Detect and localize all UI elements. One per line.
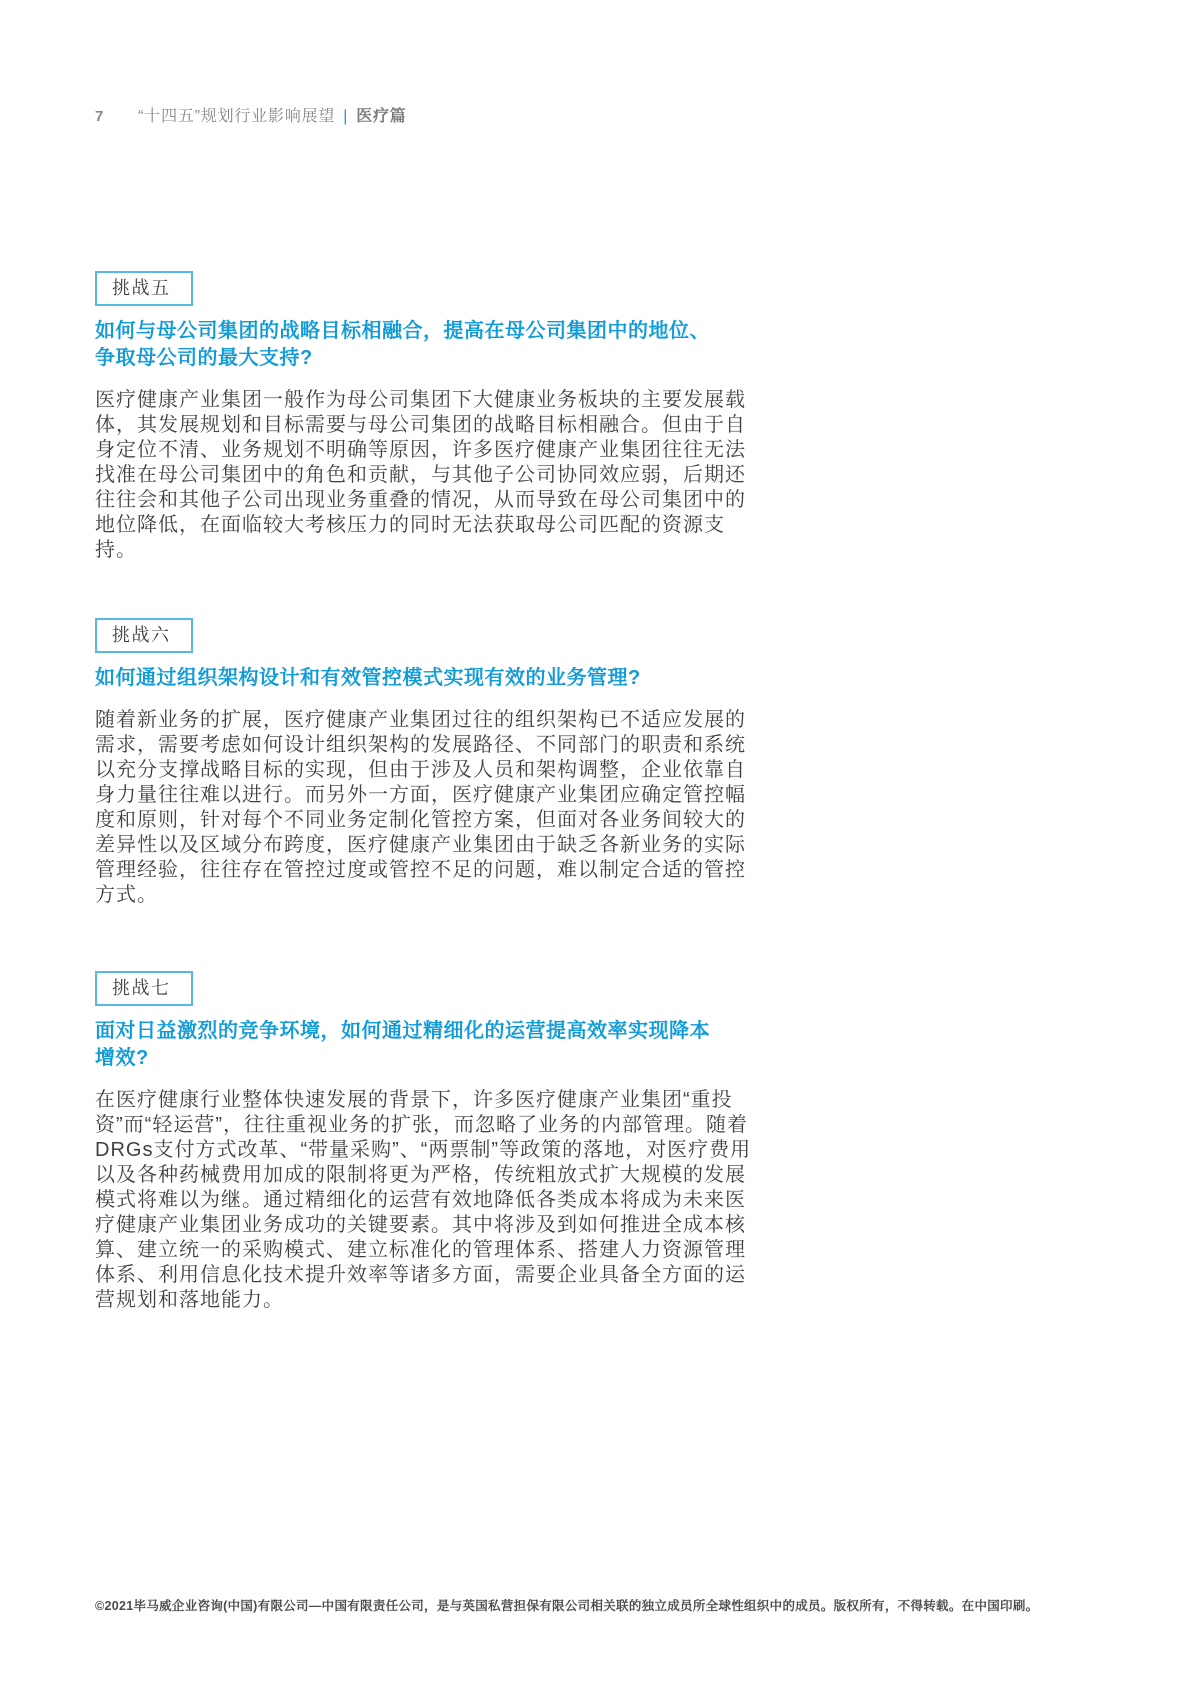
challenge-section-7 [95, 971, 757, 1313]
title-separator: | [343, 108, 349, 125]
challenge-tag-label: 挑战七 [95, 971, 193, 1006]
challenge-tag-label: 挑战六 [95, 618, 193, 653]
challenge-tag-label: 挑战五 [95, 271, 193, 306]
page-header [95, 103, 407, 126]
challenge-section-6 [95, 618, 757, 908]
challenge-body-text: 随着新业务的扩展，医疗健康产业集团过往的组织架构已不适应发展的需求，需要考虑如何设计组织架构的发展路径、不同部门的职责和系统以充分支撑战略目标的实现，但由于涉及人员和架构调整，企业依靠自身力量往往难以进行。而另外一方面，医疗健康产业集团应确定管控幅度和原则，针对每个不同业务定制化管控方案，但面对各业务间较大的差异性以及区域分布跨度，医疗健康产业集团由于缺乏各新业务的实际管理经验，往往存在管控过度或管控不足的问题，难以制定合适的管控方式。 [95, 709, 746, 906]
challenge-heading: 面对日益激烈的竞争环境，如何通过精细化的运营提高效率实现降本增效? [95, 1020, 710, 1069]
document-title: “十四五”规划行业影响展望 [138, 108, 336, 125]
page-number: 7 [95, 108, 105, 125]
challenge-body-text: 在医疗健康行业整体快速发展的背景下，许多医疗健康产业集团“重投资”而“轻运营”，往往重视业务的扩张，而忽略了业务的内部管理。随着DRGs支付方式改革、“带量采购”、“两票制”等政策的落地，对医疗费用以及各种药械费用加成的限制将更为严格，传统粗放式扩大规模的发展模式将难以为继。通过精细化的运营有效地降低各类成本将成为未来医疗健康产业集团业务成功的关键要素。其中将涉及到如何推进全成本核算、建立统一的采购模式、建立标准化的管理体系、搭建人力资源管理体系、利用信息化技术提升效率等诸多方面，需要企业具备全方面的运营规划和落地能力。 [95, 1089, 752, 1311]
challenge-heading: 如何与母公司集团的战略目标相融合，提高在母公司集团中的地位、争取母公司的最大支持? [95, 320, 710, 369]
document-title-section: 医疗篇 [356, 108, 407, 125]
challenge-section-5 [95, 271, 757, 563]
copyright-footer: ©2021毕马威企业咨询(中国)有限公司—中国有限责任公司，是与英国私营担保有限公司相关联的独立成员所全球性组织中的成员。版权所有，不得转载。在中国印刷。 [95, 1599, 1039, 1613]
challenge-heading: 如何通过组织架构设计和有效管控模式实现有效的业务管理? [95, 667, 641, 689]
challenge-body-text: 医疗健康产业集团一般作为母公司集团下大健康业务板块的主要发展载体，其发展规划和目标需要与母公司集团的战略目标相融合。但由于自身定位不清、业务规划不明确等原因，许多医疗健康产业集团往往无法找准在母公司集团中的角色和贡献，与其他子公司协同效应弱，后期还往往会和其他子公司出现业务重叠的情况，从而导致在母公司集团中的地位降低，在面临较大考核压力的同时无法获取母公司匹配的资源支持。 [95, 389, 746, 561]
